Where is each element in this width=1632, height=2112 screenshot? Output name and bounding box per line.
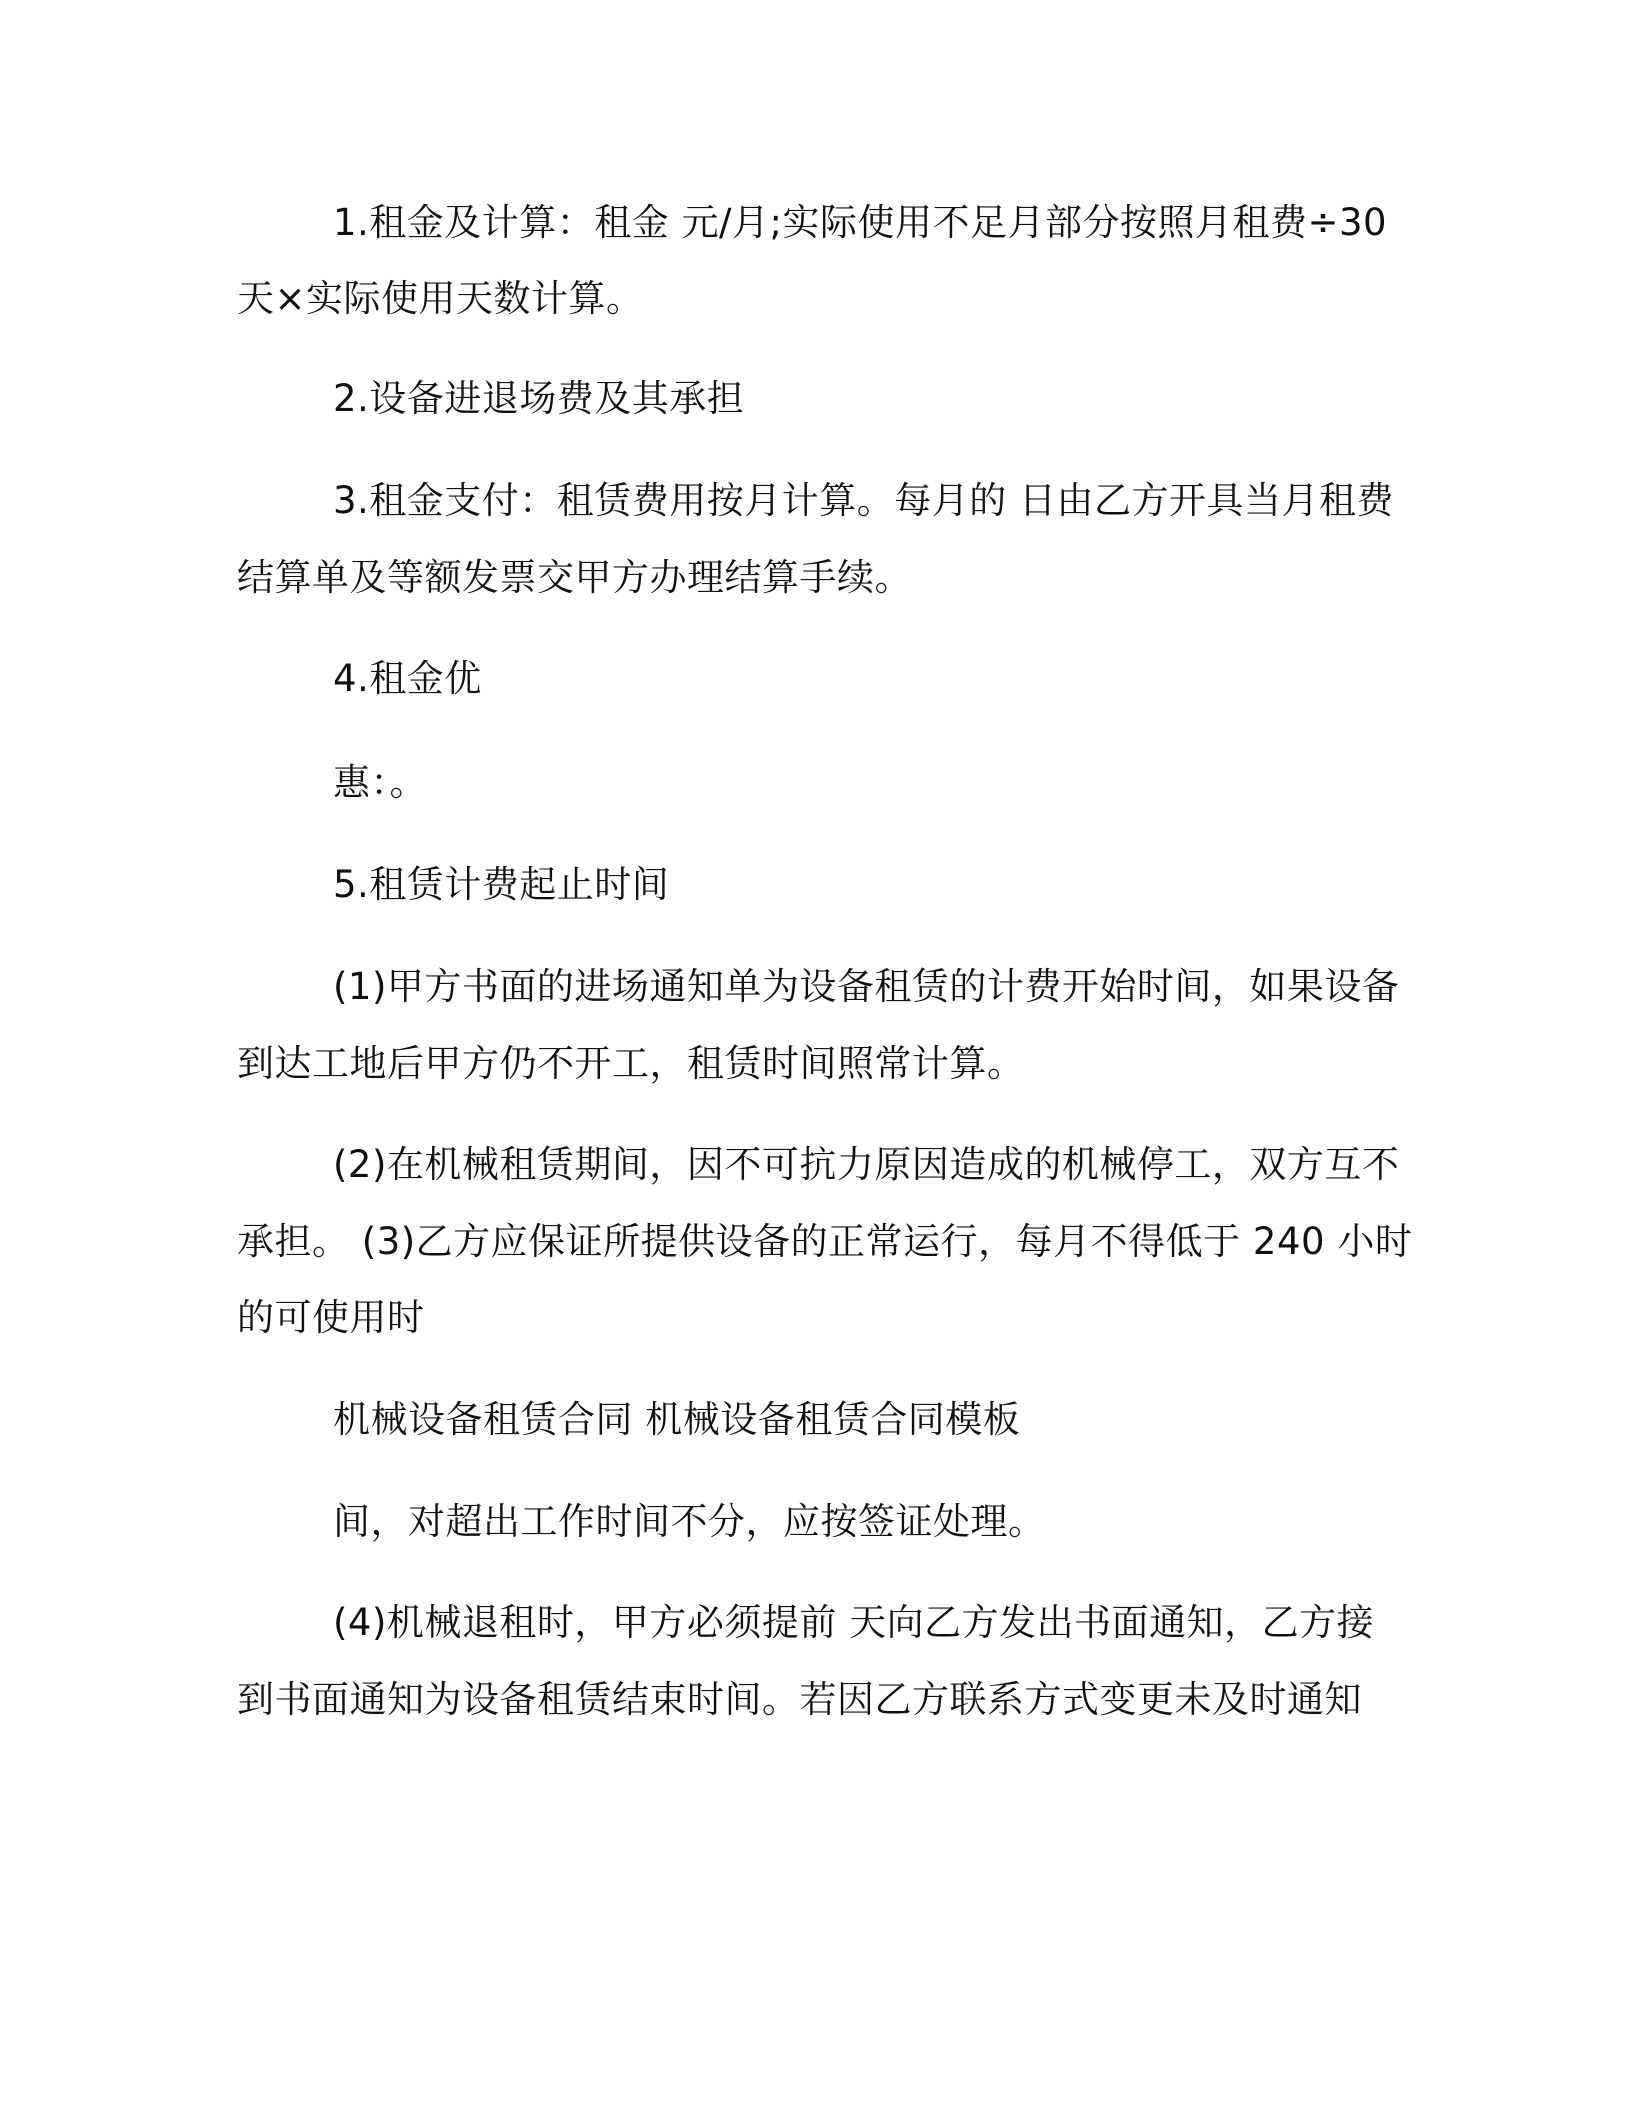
text-line-clause-3-cont: 的可使用时 [237,1296,425,1339]
text-line-clause-4: (4)机械退租时，甲方必须提前 天向乙方发出书面通知，乙方接 [333,1601,1375,1644]
text-line-clause-2-3: 承担。 (3)乙方应保证所提供设备的正常运行，每月不得低于 240 小时 [237,1220,1413,1263]
text-line-rent-discount-cont: 惠：。 [333,761,427,804]
text-line-rent-payment-cont: 结算单及等额发票交甲方办理结算手续。 [237,556,912,599]
text-line-rent-calculation-cont: 天×实际使用天数计算。 [237,277,644,320]
text-line-clause-1-cont: 到达工地后甲方仍不开工，租赁时间照常计算。 [237,1042,1025,1085]
text-line-clause-4-cont: 到书面通知为设备租赁结束时间。若因乙方联系方式变更未及时通知 [237,1678,1362,1721]
text-line-equipment-fee: 2.设备进退场费及其承担 [333,377,745,420]
text-line-rent-discount: 4.租金优 [333,657,482,700]
text-line-clause-3-end: 间，对超出工作时间不分，应按签证处理。 [333,1500,1046,1543]
text-line-clause-1: (1)甲方书面的进场通知单为设备租赁的计费开始时间，如果设备 [333,965,1400,1008]
text-line-rent-payment: 3.租金支付：租赁费用按月计算。每月的 日由乙方开具当月租费 [333,479,1395,522]
text-line-document-title: 机械设备租赁合同 机械设备租赁合同模板 [333,1398,1021,1441]
text-line-billing-period: 5.租赁计费起止时间 [333,863,670,906]
text-line-rent-calculation: 1.租金及计算：租金 元/月;实际使用不足月部分按照月租费÷30 [333,201,1388,244]
text-line-clause-2: (2)在机械租赁期间，因不可抗力原因造成的机械停工，双方互不 [333,1143,1400,1186]
